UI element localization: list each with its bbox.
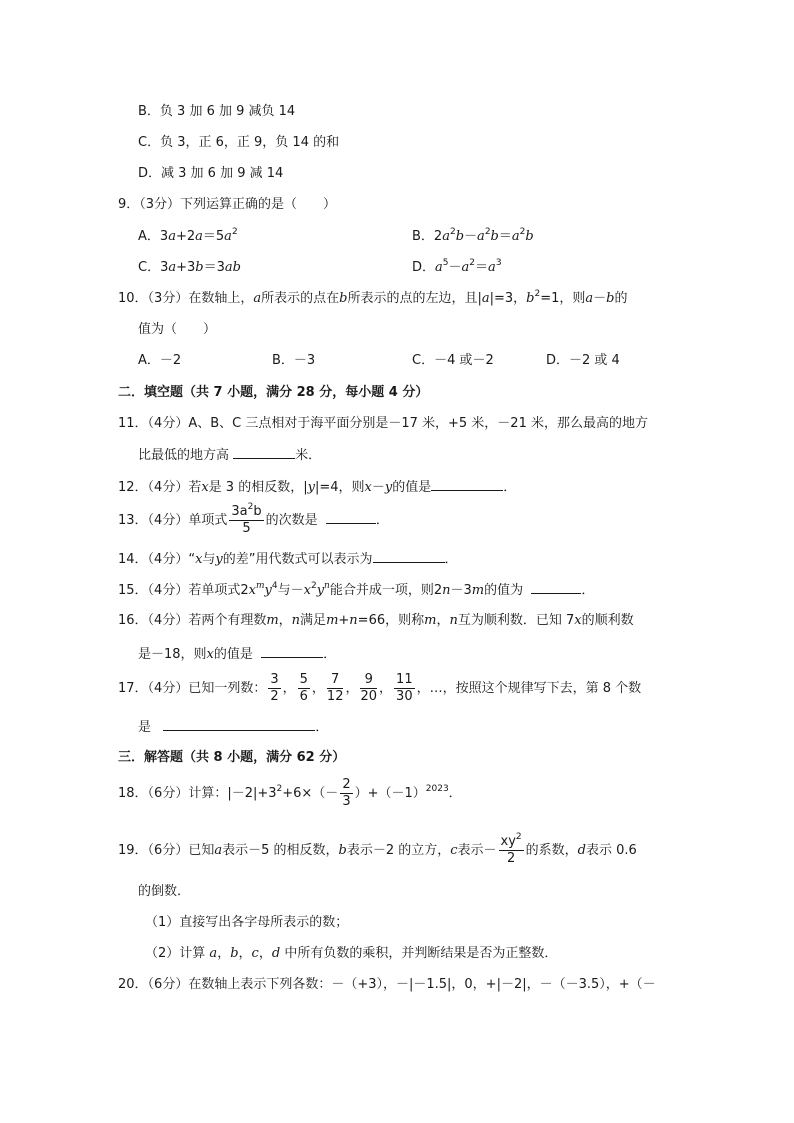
q9-stem: 9．（3分）下列运算正确的是（ ） bbox=[118, 197, 337, 212]
q10-option-a: A．－2 bbox=[138, 353, 182, 368]
q8-option-d: D．减 3 加 6 加 9 减 14 bbox=[138, 166, 284, 181]
q11-stem-line1: 11．（4分）A、B、C 三点相对于海平面分别是－17 米，+5 米，－21 米，那么最高的地方 bbox=[118, 416, 648, 431]
q16-stem-line1: 16．（4分）若两个有理数m，n满足m+n=66，则称m，n互为顺利数．已知 7x的顺利数 bbox=[118, 613, 634, 628]
q14-stem: 14．（4分）“x与y的差”用代数式可以表示为 ． bbox=[118, 552, 458, 567]
q16-stem-line2: 是－18，则x的值是 ． bbox=[138, 647, 337, 662]
q10-option-c: C．－4 或－2 bbox=[412, 353, 494, 368]
q10-stem-line1: 10．（3分）在数轴上，a所表示的点在b所表示的点的左边，且|a|=3，$b^2=1$，则a－b的 bbox=[118, 289, 628, 306]
q10-option-d: D．－2 或 4 bbox=[546, 353, 620, 368]
q19-subquestion-2: （2）计算 a，b，c，d 中所有负数的乘积，并判断结果是否为正整数． bbox=[145, 946, 558, 961]
q19-subquestion-1: （1）直接写出各字母所表示的数； bbox=[145, 915, 349, 930]
sequence-term-3: $\frac{7}{12}$ bbox=[326, 672, 344, 704]
answer-blank bbox=[261, 645, 323, 658]
q9-option-d: D．$a^5-a^2=a^3$ bbox=[412, 258, 502, 275]
q17-stem-line1: 17．（4分）已知一列数： $\frac{3}{2}$ ， $\frac{5}{6}$ ， $\frac{7}{12}$ ， $\frac{9}{20}$ ， $\frac{11}{30}$ ，…，按照这个规律写下去，第 8 个数 bbox=[118, 672, 642, 704]
q17-stem-line2: 是 ． bbox=[138, 720, 329, 735]
q20-stem: 20．（6分）在数轴上表示下列各数：－（+3），－|－1.5|，0，+|－2|，－（－3.5），+（－ bbox=[118, 977, 656, 992]
answer-blank bbox=[373, 550, 445, 563]
answer-blank bbox=[326, 511, 376, 524]
q12-stem: 12．（4分）若x是 3 的相反数，|y|=4，则x－y的值是 ． bbox=[118, 480, 517, 495]
answer-blank bbox=[431, 478, 503, 491]
monomial-fraction: $\frac{xy^2}{2}$ bbox=[500, 832, 522, 866]
sequence-term-4: $\frac{9}{20}$ bbox=[360, 672, 378, 704]
q10-option-b: B．－3 bbox=[272, 353, 316, 368]
q18-stem: 18．（6分）计算：$|-2|+3^2+6\times(-$ $\frac{2}{3}$ ）$+(-1)^{2023}$． bbox=[118, 777, 462, 809]
section-3-heading: 三．解答题（共 8 小题，满分 62 分） bbox=[118, 750, 346, 765]
monomial-fraction: $\frac{3a^2b}{5}$ bbox=[231, 502, 262, 536]
q11-stem-line2: 比最低的地方高 米． bbox=[138, 448, 322, 463]
sequence-term-2: $\frac{5}{6}$ bbox=[299, 672, 308, 704]
answer-blank bbox=[163, 718, 315, 731]
q13-stem: 13．（4分）单项式 $\frac{3a^2b}{5}$ 的次数是 ． bbox=[118, 502, 389, 536]
fraction: $\frac{2}{3}$ bbox=[342, 777, 351, 809]
sequence-term-1: $\frac{3}{2}$ bbox=[270, 672, 279, 704]
q8-option-b: B．负 3 加 6 加 9 减负 14 bbox=[138, 104, 296, 119]
q9-option-c: C．3a+3b＝3ab bbox=[138, 260, 241, 275]
q19-stem-line1: 19．（6分）已知a表示－5 的相反数，b表示－2 的立方，c表示－ $\frac{xy^2}{2}$ 的系数，d表示 0.6 bbox=[118, 832, 637, 866]
q10-stem-line2: 值为（ ） bbox=[138, 322, 217, 337]
q8-option-c: C．负 3，正 6，正 9，负 14 的和 bbox=[138, 135, 340, 150]
sequence-term-5: $\frac{11}{30}$ bbox=[396, 672, 413, 704]
section-2-heading: 二．填空题（共 7 小题，满分 28 分，每小题 4 分） bbox=[118, 385, 429, 400]
q15-stem: 15．（4分）若单项式$2x^my^4$与$-x^2y^n$能合并成一项，则2n－3m的值为 ． bbox=[118, 581, 595, 598]
answer-blank bbox=[531, 581, 581, 594]
q9-option-b: B．$2a^2b-a^2b=a^2b$ bbox=[412, 227, 534, 244]
answer-blank bbox=[233, 446, 295, 459]
q9-option-a: A．$3a+2a=5a^2$ bbox=[138, 227, 238, 244]
q19-stem-line2: 的倒数． bbox=[138, 884, 191, 899]
